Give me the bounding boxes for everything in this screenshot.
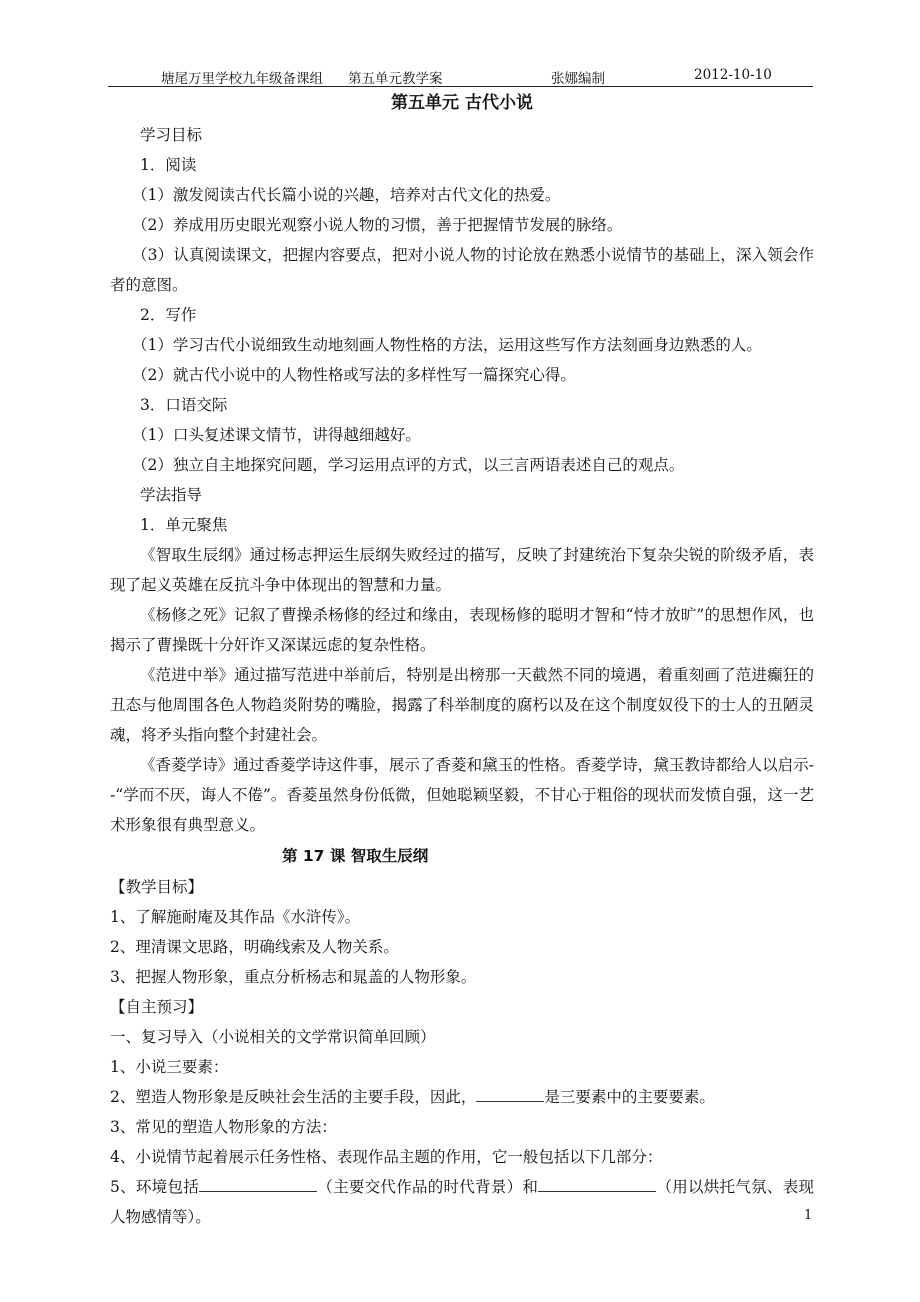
focus-paragraph: 《智取生辰纲》通过杨志押运生辰纲失败经过的描写，反映了封建统治下复杂尖锐的阶级矛盾，表现了起义英雄在反抗斗争中体现出的智慧和力量。 [110, 546, 814, 594]
header-editor: 张娜编制 [551, 71, 605, 87]
speaking-heading: 3．口语交际 [140, 396, 228, 414]
speaking-item: （1）口头复述课文情节，讲得越细越好。 [132, 426, 421, 444]
focus-paragraph: 《香菱学诗》通过香菱学诗这件事，展示了香菱和黛玉的性格。香菱学诗，黛玉教诗都给人以启示--“学而不厌，诲人不倦”。香菱虽然身份低微，但她聪颖坚毅，不甘心于粗俗的现状而发愤自强，这一艺术形象很有典型意义。 [110, 756, 814, 834]
method-guide-heading: 学法指导 [140, 486, 203, 504]
preview-question-2 [110, 1082, 814, 1112]
answer-blank[interactable] [538, 1175, 656, 1192]
teaching-goal-item: 2、理清课文思路，明确线索及人物关系。 [110, 938, 399, 956]
answer-blank[interactable] [199, 1175, 317, 1192]
question-2-text-end: 是三要素中的主要要素。 [544, 1088, 715, 1106]
preview-question-4: 4、小说情节起着展示任务性格、表现作品主题的作用，它一般包括以下几部分： [110, 1148, 663, 1166]
answer-blank[interactable] [476, 1085, 544, 1102]
reading-item: （2）养成用历史眼光观察小说人物的习惯，善于把握情节发展的脉络。 [132, 216, 623, 234]
focus-paragraph: 《杨修之死》记叙了曹操杀杨修的经过和缘由，表现杨修的聪明才智和“恃才放旷”的思想作风，也揭示了曹操既十分奸诈又深谋远虑的复杂性格。 [110, 606, 814, 654]
writing-heading: 2．写作 [140, 306, 197, 324]
teaching-goal-item: 3、把握人物形象，重点分析杨志和晁盖的人物形象。 [110, 968, 477, 986]
page-header [108, 64, 813, 87]
preview-question-5 [110, 1172, 814, 1232]
question-5-text-a: 5、环境包括 [110, 1178, 200, 1196]
preview-heading: 【自主预习】 [110, 998, 204, 1016]
question-2-text: 2、塑造人物形象是反映社会生活的主要手段，因此， [110, 1088, 477, 1106]
lesson-title: 第 17 课 智取生辰纲 [282, 847, 429, 865]
header-unit-plan: 第五单元教学案 [348, 71, 443, 87]
learning-goals-heading: 学习目标 [140, 126, 203, 144]
document-body [110, 86, 814, 1232]
preview-question-1: 1、小说三要素： [110, 1058, 229, 1076]
header-date: 2012-10-10 [694, 67, 772, 83]
question-5-text-b: （主要交代作品的时代背景）和 [317, 1178, 539, 1196]
unit-focus-heading: 1．单元聚焦 [140, 516, 228, 534]
writing-item: （1）学习古代小说细致生动地刻画人物性格的方法，运用这些写作方法刻画身边熟悉的人。 [132, 336, 762, 354]
reading-item: （3）认真阅读课文，把握内容要点，把对小说人物的讨论放在熟悉小说情节的基础上，深入领会作者的意图。 [110, 246, 814, 294]
preview-question-3: 3、常见的塑造人物形象的方法： [110, 1118, 337, 1136]
teaching-goal-item: 1、了解施耐庵及其作品《水浒传》。 [110, 908, 361, 926]
preview-review: 一、复习导入（小说相关的文学常识简单回顾） [110, 1028, 436, 1046]
writing-item: （2）就古代小说中的人物性格或写法的多样性写一篇探究心得。 [132, 366, 576, 384]
teaching-goals-heading: 【教学目标】 [110, 878, 204, 896]
speaking-item: （2）独立自主地探究问题，学习运用点评的方式，以三言两语表述自己的观点。 [132, 456, 685, 474]
question-5-text-c: （用以烘托气氛、表现人物感情等）。 [110, 1178, 814, 1226]
header-school: 塘尾万里学校九年级备课组 [161, 71, 323, 87]
page-number: 1 [804, 1208, 813, 1223]
reading-item: （1）激发阅读古代长篇小说的兴趣，培养对古代文化的热爱。 [132, 186, 561, 204]
reading-heading: 1．阅读 [140, 156, 197, 174]
unit-title: 第五单元 古代小说 [391, 93, 533, 113]
focus-paragraph: 《范进中举》通过描写范进中举前后，特别是出榜那一天截然不同的境遇，着重刻画了范进癫狂的丑态与他周围各色人物趋炎附势的嘴脸，揭露了科举制度的腐朽以及在这个制度奴役下的士人的丑陋灵魂，将矛头指向整个封建社会。 [110, 666, 814, 744]
